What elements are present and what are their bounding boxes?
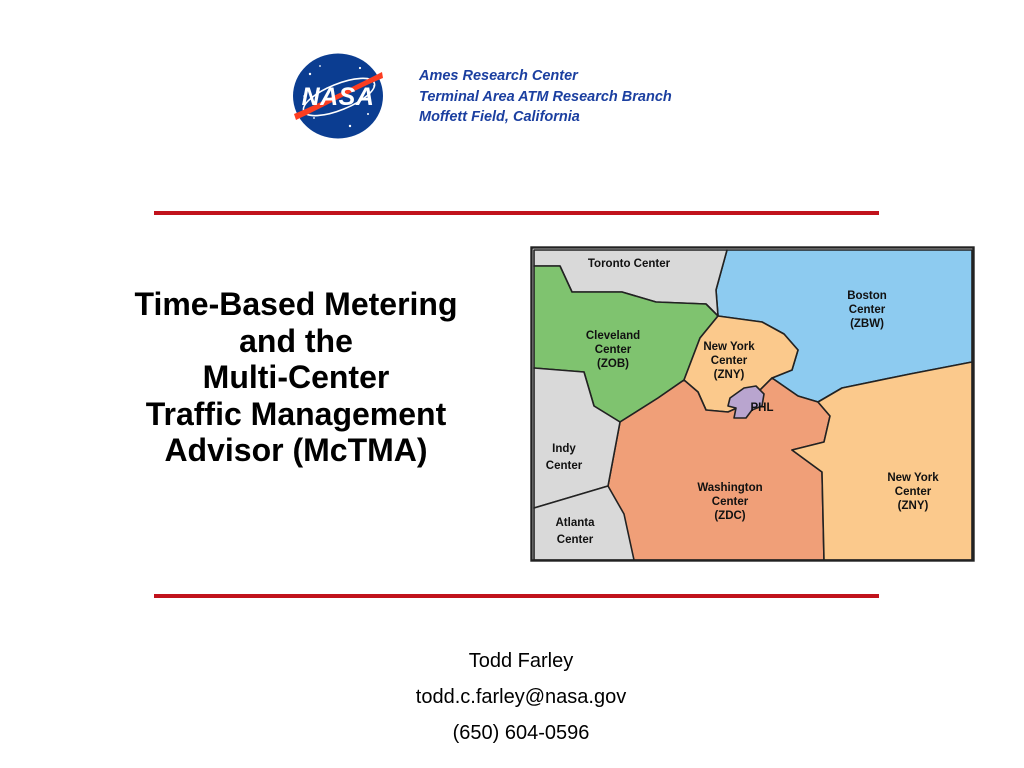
title-line-2: and the xyxy=(239,322,353,359)
label-cleveland-1: Cleveland xyxy=(585,330,641,342)
title-line-4: Traffic Management xyxy=(145,395,447,432)
label-atlanta-2: Center xyxy=(556,534,594,546)
label-toronto: Toronto Center xyxy=(587,258,671,270)
center-map xyxy=(530,246,975,562)
presenter-name: Todd Farley xyxy=(468,650,574,672)
label-indy-1: Indy xyxy=(552,443,576,455)
label-newyork-lower-1: New York xyxy=(887,472,939,484)
top-divider xyxy=(154,211,879,215)
label-cleveland-3: (ZOB) xyxy=(597,358,629,370)
bottom-divider xyxy=(154,594,879,598)
org-branch: Terminal Area ATM Research Branch xyxy=(419,88,672,105)
nasa-logo xyxy=(290,52,386,140)
label-boston-2: Center xyxy=(848,304,886,316)
presenter-phone: (650) 604-0596 xyxy=(452,722,590,744)
label-newyork-upper-1: New York xyxy=(703,341,755,353)
presenter-email: todd.c.farley@nasa.gov xyxy=(415,686,627,708)
label-indy-2: Center xyxy=(545,460,583,472)
label-washington-3: (ZDC) xyxy=(714,510,746,522)
affiliation-block xyxy=(419,66,779,128)
label-newyork-lower-2: Center xyxy=(894,486,932,498)
nasa-meatball-icon xyxy=(290,52,386,140)
org-name: Ames Research Center xyxy=(419,68,578,84)
label-newyork-lower-3: (ZNY) xyxy=(897,500,929,512)
label-boston-3: (ZBW) xyxy=(850,318,884,330)
title-line-3: Multi-Center xyxy=(202,359,390,395)
label-boston-1: Boston xyxy=(847,290,887,302)
label-phl: PHL xyxy=(750,402,774,414)
label-newyork-upper-3: (ZNY) xyxy=(713,369,745,381)
title-line-5: Advisor (McTMA) xyxy=(164,432,428,468)
title-line-1: Time-Based Metering xyxy=(134,286,458,322)
contact-block xyxy=(340,643,702,751)
label-cleveland-2: Center xyxy=(594,344,632,356)
label-washington-1: Washington xyxy=(697,482,763,494)
label-washington-2: Center xyxy=(711,496,749,508)
label-newyork-upper-2: Center xyxy=(710,355,748,367)
nasa-wordmark: NASA xyxy=(301,83,375,111)
label-atlanta-1: Atlanta xyxy=(555,517,595,529)
org-location: Moffett Field, California xyxy=(419,109,580,125)
slide-title xyxy=(80,286,512,469)
